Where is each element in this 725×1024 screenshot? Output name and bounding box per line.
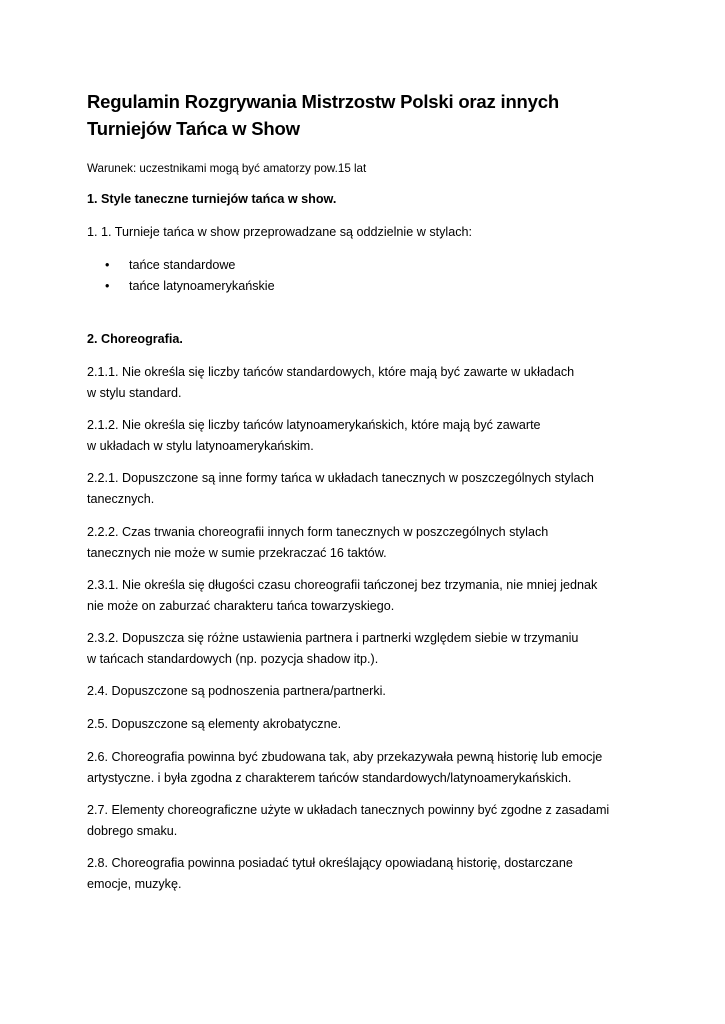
paragraph-2-8-line-2: emocje, muzykę. (87, 877, 182, 891)
paragraph-2-7-line-1: 2.7. Elementy choreograficzne użyte w układach tanecznych powinny być zgodne z zasadami (87, 803, 610, 817)
paragraph-2-1-2-line-2: w układach w stylu latynoamerykańskim. (87, 439, 314, 453)
paragraph-2-3-1-line-1: 2.3.1. Nie określa się długości czasu choreografii tańczonej bez trzymania, nie mniej jednak (87, 578, 598, 592)
paragraph-2-2-2-line-2: tanecznych nie może w sumie przekraczać 16 taktów. (87, 546, 387, 560)
condition-text: Warunek: uczestnikami mogą być amatorzy pow.15 lat (87, 162, 367, 175)
paragraph-2-6-line-2: artystyczne. i była zgodna z charakterem tańców standardowych/latynoamerykańskich. (87, 771, 572, 785)
paragraph-2-3-1-line-2: nie może on zaburzać charakteru tańca towarzyskiego. (87, 599, 395, 613)
paragraph-2-5: 2.5. Dopuszczone są elementy akrobatyczne. (87, 717, 342, 731)
paragraph-2-4: 2.4. Dopuszczone są podnoszenia partnera/partnerki. (87, 684, 386, 698)
paragraph-2-1-1-line-2: w stylu standard. (87, 386, 182, 400)
section-1-heading: 1. Style taneczne turniejów tańca w show. (87, 192, 337, 206)
paragraph-2-7-line-2: dobrego smaku. (87, 824, 178, 838)
bullet-icon: • (105, 279, 110, 293)
paragraph-2-1-1-line-1: 2.1.1. Nie określa się liczby tańców standardowych, które mają być zawarte w układach (87, 365, 575, 379)
bullet-icon: • (105, 258, 110, 272)
document-title (87, 88, 647, 142)
paragraph-2-8-line-1: 2.8. Choreografia powinna posiadać tytuł określający opowiadaną historię, dostarczane (87, 856, 573, 870)
paragraph-2-1-2-line-1: 2.1.2. Nie określa się liczby tańców latynoamerykańskich, które mają być zawarte (87, 418, 541, 432)
paragraph-2-3-2-line-2: w tańcach standardowych (np. pozycja shadow itp.). (87, 652, 379, 666)
paragraph-2-2-1-line-2: tanecznych. (87, 492, 155, 506)
section-1-intro: 1. 1. Turnieje tańca w show przeprowadzane są oddzielnie w stylach: (87, 225, 473, 239)
paragraph-2-6-line-1: 2.6. Choreografia powinna być zbudowana tak, aby przekazywała pewną historię lub emocje (87, 750, 603, 764)
list-item: tańce standardowe (129, 258, 236, 272)
section-2-heading: 2. Choreografia. (87, 332, 183, 346)
title-line-2: Turniejów Tańca w Show (87, 118, 300, 139)
paragraph-2-3-2-line-1: 2.3.2. Dopuszcza się różne ustawienia partnera i partnerki względem siebie w trzymaniu (87, 631, 579, 645)
paragraph-2-2-2-line-1: 2.2.2. Czas trwania choreografii innych form tanecznych w poszczególnych stylach (87, 525, 549, 539)
list-item: tańce latynoamerykańskie (129, 279, 275, 293)
title-line-1: Regulamin Rozgrywania Mistrzostw Polski oraz innych (87, 91, 559, 112)
paragraph-2-2-1-line-1: 2.2.1. Dopuszczone są inne formy tańca w układach tanecznych w poszczególnych stylach (87, 471, 594, 485)
